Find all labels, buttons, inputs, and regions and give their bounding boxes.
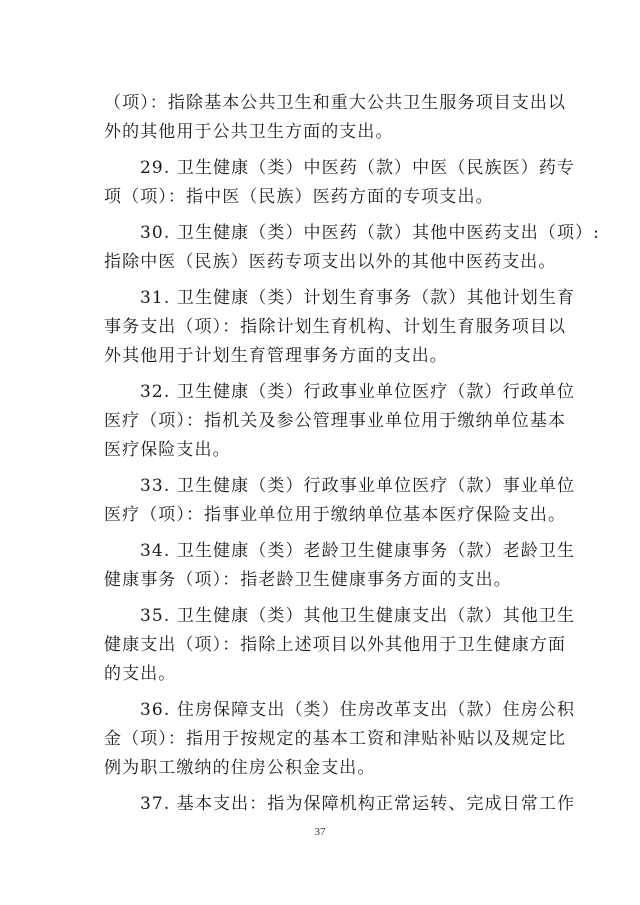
paragraph-34-line-1: 34. 卫生健康（类）老龄卫生健康事务（款）老龄卫生 xyxy=(140,541,576,561)
paragraph-30-line-2: 指除中医（民族）医药专项支出以外的其他中医药支出。 xyxy=(104,252,557,272)
paragraph-31-line-3: 外其他用于计划生育管理事务方面的支出。 xyxy=(104,346,448,366)
paragraph-36-line-1: 36. 住房保障支出（类）住房改革支出（款）住房公积 xyxy=(140,700,576,720)
paragraph-29-line-2: 项（项）：指中医（民族）医药方面的专项支出。 xyxy=(104,187,494,207)
paragraph-36-line-3: 例为职工缴纳的住房公积金支出。 xyxy=(104,758,376,778)
paragraph-33-line-2: 医疗（项）：指事业单位用于缴纳单位基本医疗保险支出。 xyxy=(104,505,567,525)
paragraph-continued-line-1: （项）：指除基本公共卫生和重大公共卫生服务项目支出以 xyxy=(104,93,567,113)
paragraph-30-line-1: 30. 卫生健康（类）中医药（款）其他中医药支出（项）: xyxy=(140,223,600,243)
paragraph-31-line-1: 31. 卫生健康（类）计划生育事务（款）其他计划生育 xyxy=(140,288,576,308)
paragraph-35-line-1: 35. 卫生健康（类）其他卫生健康支出（款）其他卫生 xyxy=(140,606,576,626)
page-number: 37 xyxy=(314,826,326,838)
paragraph-continued-line-2: 外的其他用于公共卫生方面的支出。 xyxy=(104,122,394,142)
paragraph-33-line-1: 33. 卫生健康（类）行政事业单位医疗（款）事业单位 xyxy=(140,476,576,496)
paragraph-32-line-3: 医疗保险支出。 xyxy=(104,440,231,460)
paragraph-35-line-3: 的支出。 xyxy=(104,664,177,684)
paragraph-35-line-2: 健康支出（项）：指除上述项目以外其他用于卫生健康方面 xyxy=(104,635,567,655)
paragraph-32-line-1: 32. 卫生健康（类）行政事业单位医疗（款）行政单位 xyxy=(140,382,576,402)
paragraph-32-line-2: 医疗（项）：指机关及参公管理事业单位用于缴纳单位基本 xyxy=(104,411,567,431)
paragraph-31-line-2: 事务支出（项）：指除计划生育机构、计划生育服务项目以 xyxy=(104,317,567,337)
paragraph-29-line-1: 29. 卫生健康（类）中医药（款）中医（民族医）药专 xyxy=(140,158,576,178)
paragraph-36-line-2: 金（项）：指用于按规定的基本工资和津贴补贴以及规定比 xyxy=(104,729,567,749)
paragraph-37-line-1: 37. 基本支出：指为保障机构正常运转、完成日常工作 xyxy=(140,794,576,814)
paragraph-34-line-2: 健康事务（项）：指老龄卫生健康事务方面的支出。 xyxy=(104,570,512,590)
